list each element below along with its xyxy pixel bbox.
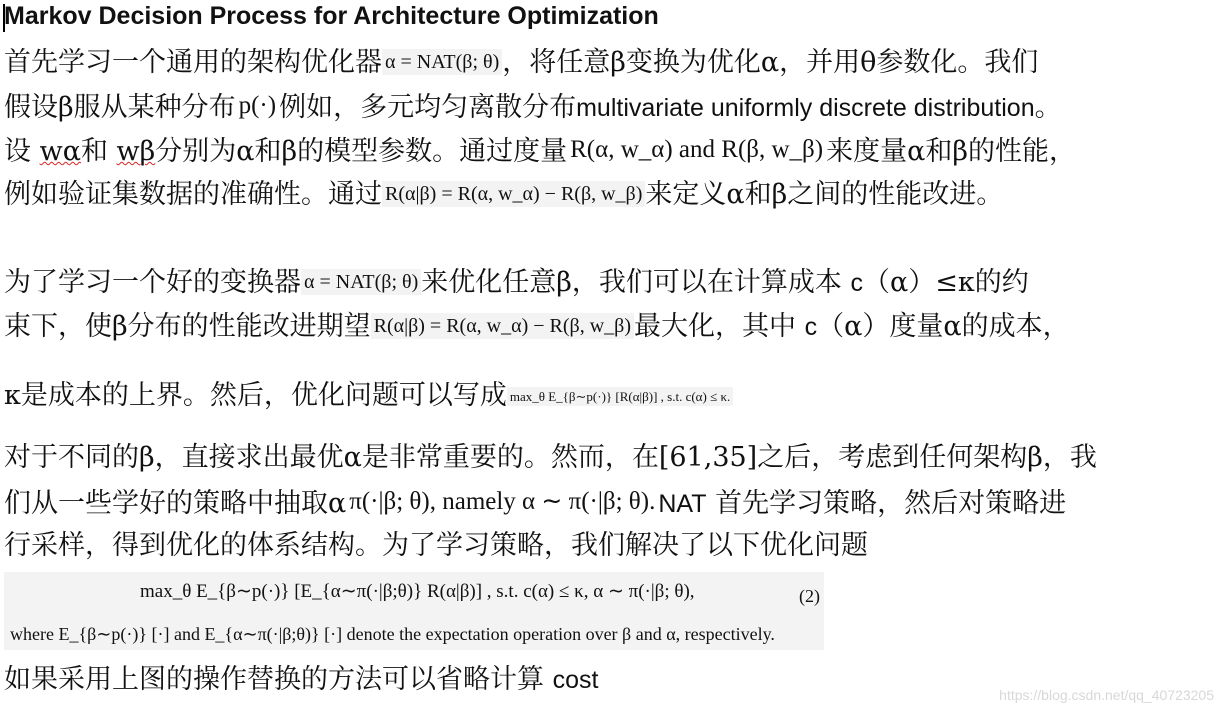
text: κ是成本的上界。然后，优化问题可以写成 <box>4 380 507 411</box>
text: NAT <box>658 490 707 518</box>
text: 例如验证集数据的准确性。通过 <box>4 179 382 210</box>
text: 最大化，其中 <box>634 311 797 342</box>
text: 分别为α和β的模型参数。通过度量 <box>155 136 568 167</box>
formula-nat: α = NAT(β; θ) <box>382 49 502 75</box>
text: cost <box>552 666 599 694</box>
formula-policy: π(·|β; θ), namely α ∼ π(·|β; θ). <box>349 488 656 515</box>
paragraph-1-line-2 <box>4 84 1218 128</box>
spellcheck-word: wβ <box>116 136 156 167</box>
section-title: Markov Decision Process for Architecture Optimization <box>4 2 659 30</box>
text: 对于不同的β，直接求出最优α是非常重要的。然而，在[61,35]之后，考虑到任何架构β，我 <box>4 442 1097 473</box>
equation-number: (2) <box>799 586 820 606</box>
text: 首先学习策略，然后对策略进 <box>715 488 1067 519</box>
text: c <box>850 269 863 297</box>
text: （α）度量α的成本， <box>817 311 1070 342</box>
formula-improvement: R(α|β) = R(α, w_α) − R(β, w_β) <box>382 181 645 207</box>
watermark: https://blog.csdn.net/qq_40723205 <box>999 687 1214 703</box>
text: 来优化任意β，我们可以在计算成本 <box>421 267 842 298</box>
equation-image <box>4 572 824 650</box>
formula-improvement: R(α|β) = R(α, w_α) − R(β, w_β) <box>371 313 634 339</box>
formula-distribution: p(·) <box>238 92 277 119</box>
text: （α）≤κ的约 <box>862 267 1029 298</box>
text: 为了学习一个好的变换器 <box>4 267 301 298</box>
text: 假设β服从某种分布 <box>4 92 236 123</box>
text: 和 <box>80 136 108 167</box>
text: 首先学习一个通用的架构优化器 <box>4 47 382 78</box>
paragraph-2-line-3 <box>4 374 1218 418</box>
text: 例如，多元均匀离散分布 <box>279 92 577 123</box>
text: c <box>804 313 818 341</box>
text: 来定义α和β之间的性能改进。 <box>645 179 1004 210</box>
paragraph-3-line-2 <box>4 480 1218 524</box>
text: 来度量α和β的性能， <box>826 136 1076 167</box>
text: 设 <box>4 136 31 167</box>
text: 们从一些学好的策略中抽取α <box>4 488 347 519</box>
paragraph-2-line-2 <box>4 304 1218 348</box>
paragraph-1-line-3 <box>4 128 1218 172</box>
paragraph-1-line-1 <box>4 40 1218 84</box>
paragraph-1-line-4 <box>4 172 1218 216</box>
closing-line <box>4 660 598 700</box>
text: 。 <box>1034 92 1062 123</box>
paragraph-3-line-3 <box>4 524 1218 568</box>
spellcheck-word: wα <box>39 136 81 167</box>
english-term: multivariate uniformly discrete distribution <box>576 94 1035 122</box>
paragraph-2-line-1 <box>4 260 1218 304</box>
text: ，将任意β变换为优化α，并用θ参数化。我们 <box>502 47 1039 78</box>
text: 束下，使β分布的性能改进期望 <box>4 311 371 342</box>
paragraph-2 <box>4 260 1218 418</box>
paragraph-3 <box>4 436 1218 568</box>
paragraph-3-line-1 <box>4 436 1218 480</box>
formula-nat: α = NAT(β; θ) <box>301 269 421 295</box>
text: 行采样，得到优化的体系结构。为了学习策略，我们解决了以下优化问题 <box>4 530 868 561</box>
formula-objective: max_θ E_{β∼p(·)} [R(α|β)] , s.t. c(α) ≤ κ. <box>507 387 733 406</box>
formula-performance: R(α, w_α) and R(β, w_β) <box>570 136 824 163</box>
paragraph-1 <box>4 40 1218 216</box>
equation-where: where E_{β∼p(·)} [·] and E_{α∼π(·|β;θ)} [·] denote the expectation operation over β and α, respectively. <box>10 624 775 644</box>
text: 如果采用上图的操作替换的方法可以省略计算 <box>4 664 544 695</box>
equation-main: max_θ E_{β∼p(·)} [E_{α∼π(·|β;θ)} R(α|β)] , s.t. c(α) ≤ κ, α ∼ π(·|β; θ), <box>140 581 695 602</box>
